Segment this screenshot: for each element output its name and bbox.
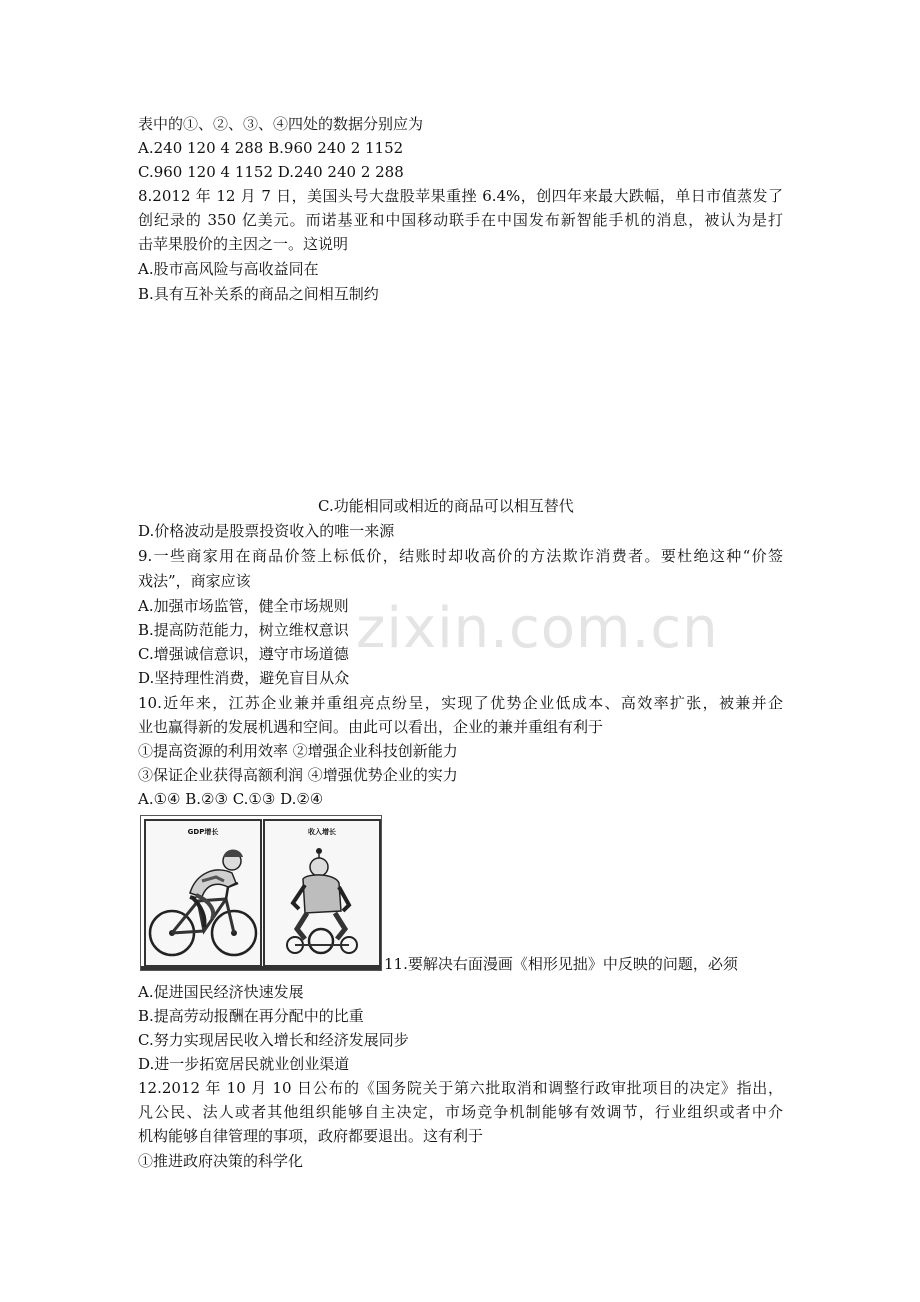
question9-option-d: D.坚持理性消费，避免盲目从众 bbox=[138, 669, 350, 687]
question10-items-34: ③保证企业获得高额利润 ④增强优势企业的实力 bbox=[138, 766, 458, 784]
question11-option-b: B.提高劳动报酬在再分配中的比重 bbox=[138, 1007, 364, 1025]
cartoon-panel-gdp bbox=[144, 819, 262, 967]
question10-stem-line1: 10.近年来，江苏企业兼并重组亮点纷呈，实现了优势企业低成本、高效率扩张，被兼并企 bbox=[138, 694, 783, 712]
question11-stem: 11.要解决右面漫画《相形见拙》中反映的问题，必须 bbox=[384, 955, 738, 973]
question12-stem-line2: 凡公民、法人或者其他组织能够自主决定，市场竞争机制能够有效调节，行业组织或者中介 bbox=[138, 1103, 783, 1121]
question10-options: A.①④ B.②③ C.①③ D.②④ bbox=[138, 790, 324, 808]
cartoon-panel-income-title: 收入增长 bbox=[308, 828, 336, 836]
question11-option-d: D.进一步拓宽居民就业创业渠道 bbox=[138, 1055, 350, 1073]
question12-stem-line3: 机构能够自律管理的事项，政府都要退出。这有利于 bbox=[138, 1127, 484, 1145]
cartoon-bottom-border bbox=[141, 966, 381, 970]
question11-option-c: C.努力实现居民收入增长和经济发展同步 bbox=[138, 1031, 409, 1049]
question7-stem-tail: 表中的①、②、③、④四处的数据分别应为 bbox=[138, 115, 424, 133]
cartoon-panel-income bbox=[263, 819, 381, 967]
question10-items-12: ①提高资源的利用效率 ②增强企业科技创新能力 bbox=[138, 742, 458, 760]
cartoon-image bbox=[140, 815, 382, 971]
question9-stem-line1: 9.一些商家用在商品价签上标低价，结账时却收高价的方法欺诈消费者。要杜绝这种“价签 bbox=[138, 547, 783, 565]
question7-options-ab: A.240 120 4 288 B.960 240 2 1152 bbox=[138, 139, 404, 157]
question9-option-c: C.增强诚信意识，遵守市场道德 bbox=[138, 645, 349, 663]
question11-option-a: A.促进国民经济快速发展 bbox=[138, 983, 304, 1001]
question7-options-cd: C.960 120 4 1152 D.240 240 2 288 bbox=[138, 163, 404, 181]
question8-option-a: A.股市高风险与高收益同在 bbox=[138, 260, 319, 278]
question9-stem-line2: 戏法”，商家应该 bbox=[138, 572, 251, 590]
cartoon-panel-gdp-title: GDP增长 bbox=[187, 828, 219, 836]
question8-option-c: C.功能相同或相近的商品可以相互替代 bbox=[318, 497, 574, 515]
question8-stem-line3: 击苹果股价的主因之一。这说明 bbox=[138, 235, 349, 253]
question12-item-1: ①推进政府决策的科学化 bbox=[138, 1152, 304, 1170]
question8-stem-line1: 8.2012 年 12 月 7 日，美国头号大盘股苹果重挫 6.4%，创四年来最大跌幅，单日市值蒸发了 bbox=[138, 187, 783, 205]
watermark: zixin.com.cn bbox=[356, 596, 719, 661]
question10-stem-line2: 业也赢得新的发展机遇和空间。由此可以看出，企业的兼并重组有利于 bbox=[138, 718, 604, 736]
cyclist-on-racing-bike-drawing bbox=[146, 821, 260, 965]
man-on-small-tricycle-drawing bbox=[265, 821, 379, 965]
question9-option-a: A.加强市场监管，健全市场规则 bbox=[138, 597, 349, 615]
question9-option-b: B.提高防范能力，树立维权意识 bbox=[138, 621, 349, 639]
question12-stem-line1: 12.2012 年 10 月 10 日公布的《国务院关于第六批取消和调整行政审批项目的决定》指出， bbox=[138, 1079, 783, 1097]
question8-option-d: D.价格波动是股票投资收入的唯一来源 bbox=[138, 522, 395, 540]
question8-option-b: B.具有互补关系的商品之间相互制约 bbox=[138, 285, 379, 303]
question8-stem-line2: 创纪录的 350 亿美元。而诺基亚和中国移动联手在中国发布新智能手机的消息，被认为是打 bbox=[138, 211, 783, 229]
